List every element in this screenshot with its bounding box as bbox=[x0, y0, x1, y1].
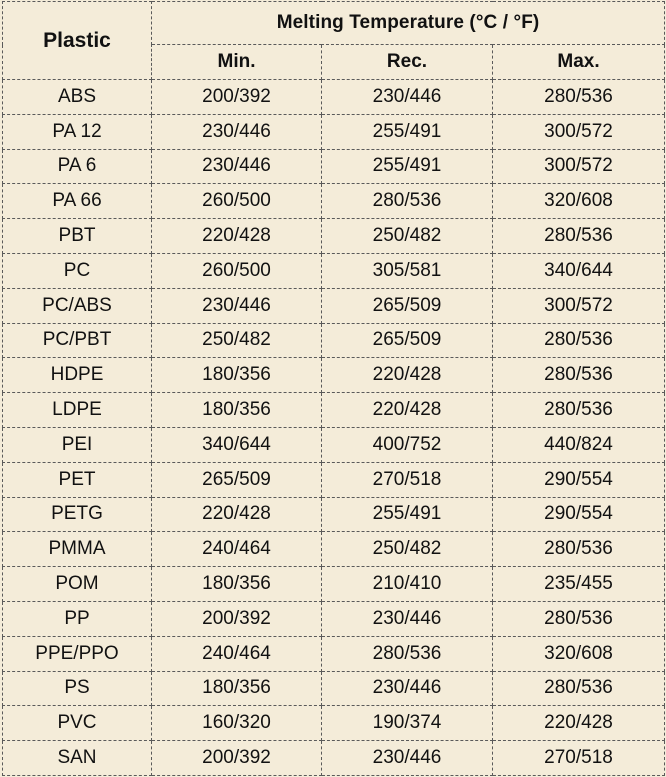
rec-temp-cell: 265/509 bbox=[322, 288, 493, 323]
min-temp-cell: 260/500 bbox=[152, 253, 322, 288]
table-row bbox=[3, 497, 665, 532]
min-temp-cell: 340/644 bbox=[152, 427, 322, 462]
max-temp-cell: 220/428 bbox=[493, 706, 665, 741]
plastic-name-cell: PA 6 bbox=[3, 149, 152, 184]
max-temp-cell: 440/824 bbox=[493, 427, 665, 462]
rec-temp-cell: 230/446 bbox=[322, 671, 493, 706]
table-row bbox=[3, 323, 665, 358]
min-temp-cell: 180/356 bbox=[152, 671, 322, 706]
min-temp-cell: 200/392 bbox=[152, 741, 322, 776]
plastic-name-cell: HDPE bbox=[3, 358, 152, 393]
max-temp-cell: 280/536 bbox=[493, 532, 665, 567]
max-temp-cell: 280/536 bbox=[493, 393, 665, 428]
rec-temp-cell: 250/482 bbox=[322, 219, 493, 254]
plastic-name-cell: PC bbox=[3, 253, 152, 288]
min-temp-cell: 250/482 bbox=[152, 323, 322, 358]
table-row bbox=[3, 219, 665, 254]
rec-temp-cell: 220/428 bbox=[322, 393, 493, 428]
max-temp-cell: 280/536 bbox=[493, 80, 665, 115]
plastic-name-cell: PVC bbox=[3, 706, 152, 741]
plastic-name-cell: PBT bbox=[3, 219, 152, 254]
plastic-name-cell: PETG bbox=[3, 497, 152, 532]
melting-temperature-group-header: Melting Temperature (°C / °F) bbox=[152, 2, 665, 45]
rec-temp-cell: 280/536 bbox=[322, 184, 493, 219]
table-row bbox=[3, 114, 665, 149]
max-temp-cell: 300/572 bbox=[493, 114, 665, 149]
min-temp-cell: 180/356 bbox=[152, 358, 322, 393]
plastic-name-cell: PA 66 bbox=[3, 184, 152, 219]
plastic-name-cell: PC/PBT bbox=[3, 323, 152, 358]
rec-temp-cell: 255/491 bbox=[322, 497, 493, 532]
max-temp-cell: 300/572 bbox=[493, 288, 665, 323]
table-row bbox=[3, 253, 665, 288]
header-row-group bbox=[3, 2, 665, 45]
melting-temperature-table bbox=[2, 1, 665, 776]
table-row bbox=[3, 636, 665, 671]
rec-temp-cell: 190/374 bbox=[322, 706, 493, 741]
table-body bbox=[3, 80, 665, 776]
rec-temp-cell: 265/509 bbox=[322, 323, 493, 358]
max-temp-cell: 290/554 bbox=[493, 462, 665, 497]
plastic-name-cell: PP bbox=[3, 601, 152, 636]
min-temp-cell: 180/356 bbox=[152, 567, 322, 602]
min-temp-cell: 260/500 bbox=[152, 184, 322, 219]
plastic-name-cell: POM bbox=[3, 567, 152, 602]
min-temp-cell: 230/446 bbox=[152, 114, 322, 149]
plastic-name-cell: PEI bbox=[3, 427, 152, 462]
min-temp-cell: 220/428 bbox=[152, 497, 322, 532]
table-row bbox=[3, 671, 665, 706]
table-row bbox=[3, 567, 665, 602]
max-temp-cell: 280/536 bbox=[493, 323, 665, 358]
plastic-name-cell: PMMA bbox=[3, 532, 152, 567]
min-temp-cell: 160/320 bbox=[152, 706, 322, 741]
rec-temp-cell: 250/482 bbox=[322, 532, 493, 567]
min-temp-cell: 265/509 bbox=[152, 462, 322, 497]
min-temp-cell: 220/428 bbox=[152, 219, 322, 254]
table-row bbox=[3, 393, 665, 428]
rec-temp-cell: 230/446 bbox=[322, 80, 493, 115]
plastic-name-cell: LDPE bbox=[3, 393, 152, 428]
plastic-name-cell: PC/ABS bbox=[3, 288, 152, 323]
max-temp-cell: 235/455 bbox=[493, 567, 665, 602]
table-row bbox=[3, 532, 665, 567]
max-temp-cell: 280/536 bbox=[493, 358, 665, 393]
rec-temp-cell: 280/536 bbox=[322, 636, 493, 671]
min-temp-cell: 180/356 bbox=[152, 393, 322, 428]
table-row bbox=[3, 706, 665, 741]
table-row bbox=[3, 149, 665, 184]
max-temp-cell: 340/644 bbox=[493, 253, 665, 288]
table-row bbox=[3, 601, 665, 636]
min-temp-cell: 200/392 bbox=[152, 601, 322, 636]
plastic-name-cell: ABS bbox=[3, 80, 152, 115]
max-temp-cell: 270/518 bbox=[493, 741, 665, 776]
rec-temp-cell: 230/446 bbox=[322, 741, 493, 776]
rec-temp-cell: 230/446 bbox=[322, 601, 493, 636]
table-row bbox=[3, 80, 665, 115]
plastic-name-cell: PPE/PPO bbox=[3, 636, 152, 671]
table-row bbox=[3, 741, 665, 776]
max-temp-cell: 280/536 bbox=[493, 671, 665, 706]
rec-temp-cell: 255/491 bbox=[322, 114, 493, 149]
rec-temp-cell: 400/752 bbox=[322, 427, 493, 462]
plastic-name-cell: PS bbox=[3, 671, 152, 706]
plastic-name-cell: SAN bbox=[3, 741, 152, 776]
table-row bbox=[3, 288, 665, 323]
min-temp-cell: 230/446 bbox=[152, 149, 322, 184]
min-temp-cell: 230/446 bbox=[152, 288, 322, 323]
table-header bbox=[3, 2, 665, 80]
table-row bbox=[3, 462, 665, 497]
plastic-name-cell: PA 12 bbox=[3, 114, 152, 149]
rec-temp-cell: 210/410 bbox=[322, 567, 493, 602]
min-temp-cell: 200/392 bbox=[152, 80, 322, 115]
plastic-name-cell: PET bbox=[3, 462, 152, 497]
rec-temp-cell: 305/581 bbox=[322, 253, 493, 288]
plastic-column-header: Plastic bbox=[3, 2, 152, 80]
rec-temp-cell: 270/518 bbox=[322, 462, 493, 497]
max-temp-cell: 280/536 bbox=[493, 601, 665, 636]
rec-temp-cell: 255/491 bbox=[322, 149, 493, 184]
min-temp-cell: 240/464 bbox=[152, 532, 322, 567]
max-column-header: Max. bbox=[493, 45, 665, 80]
max-temp-cell: 320/608 bbox=[493, 636, 665, 671]
rec-column-header: Rec. bbox=[322, 45, 493, 80]
table-row bbox=[3, 184, 665, 219]
min-column-header: Min. bbox=[152, 45, 322, 80]
max-temp-cell: 290/554 bbox=[493, 497, 665, 532]
max-temp-cell: 280/536 bbox=[493, 219, 665, 254]
table-row bbox=[3, 358, 665, 393]
max-temp-cell: 320/608 bbox=[493, 184, 665, 219]
table-row bbox=[3, 427, 665, 462]
max-temp-cell: 300/572 bbox=[493, 149, 665, 184]
min-temp-cell: 240/464 bbox=[152, 636, 322, 671]
rec-temp-cell: 220/428 bbox=[322, 358, 493, 393]
